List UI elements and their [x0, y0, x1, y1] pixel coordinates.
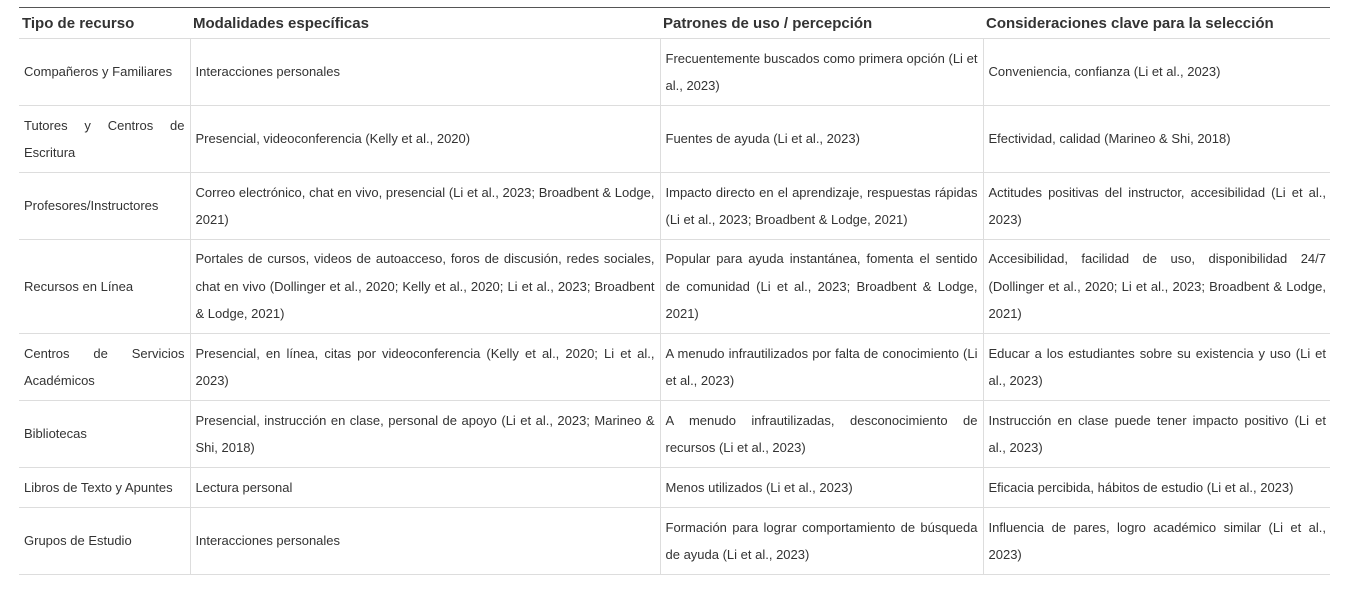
cell-consideraciones: Conveniencia, confianza (Li et al., 2023) [983, 39, 1330, 106]
cell-consideraciones: Influencia de pares, logro académico similar (Li et al., 2023) [983, 508, 1330, 575]
resource-table-container [19, 7, 1330, 575]
cell-consideraciones: Efectividad, calidad (Marineo & Shi, 2018) [983, 106, 1330, 173]
cell-modalidades: Correo electrónico, chat en vivo, presencial (Li et al., 2023; Broadbent & Lodge, 2021) [190, 173, 660, 240]
table-row [19, 106, 1330, 173]
cell-consideraciones: Actitudes positivas del instructor, accesibilidad (Li et al., 2023) [983, 173, 1330, 240]
cell-tipo: Libros de Texto y Apuntes [19, 468, 190, 508]
cell-patrones: Fuentes de ayuda (Li et al., 2023) [660, 106, 983, 173]
cell-modalidades: Portales de cursos, videos de autoacceso, foros de discusión, redes sociales, chat en vivo (Dollinger et al., 2020; Kelly et al., 2020; Li et al., 2023; Broadbent & Lodge, 2021) [190, 240, 660, 334]
cell-modalidades: Presencial, en línea, citas por videoconferencia (Kelly et al., 2020; Li et al., 2023) [190, 334, 660, 401]
cell-tipo: Grupos de Estudio [19, 508, 190, 575]
cell-consideraciones: Eficacia percibida, hábitos de estudio (Li et al., 2023) [983, 468, 1330, 508]
table-header [19, 8, 1330, 39]
cell-modalidades: Presencial, videoconferencia (Kelly et al., 2020) [190, 106, 660, 173]
table-row [19, 401, 1330, 468]
table-row [19, 468, 1330, 508]
cell-patrones: Menos utilizados (Li et al., 2023) [660, 468, 983, 508]
cell-patrones: Frecuentemente buscados como primera opción (Li et al., 2023) [660, 39, 983, 106]
table-body [19, 39, 1330, 575]
cell-patrones: A menudo infrautilizadas, desconocimiento de recursos (Li et al., 2023) [660, 401, 983, 468]
resource-table [19, 7, 1330, 575]
cell-patrones: Formación para lograr comportamiento de búsqueda de ayuda (Li et al., 2023) [660, 508, 983, 575]
cell-patrones: Popular para ayuda instantánea, fomenta el sentido de comunidad (Li et al., 2023; Broadbent & Lodge, 2021) [660, 240, 983, 334]
cell-tipo: Bibliotecas [19, 401, 190, 468]
cell-tipo: Recursos en Línea [19, 240, 190, 334]
cell-tipo: Profesores/Instructores [19, 173, 190, 240]
header-consideraciones: Consideraciones clave para la selección [983, 8, 1330, 39]
cell-consideraciones: Instrucción en clase puede tener impacto positivo (Li et al., 2023) [983, 401, 1330, 468]
cell-tipo: Compañeros y Familiares [19, 39, 190, 106]
table-row [19, 240, 1330, 334]
header-modalidades: Modalidades específicas [190, 8, 660, 39]
header-row [19, 8, 1330, 39]
cell-patrones: Impacto directo en el aprendizaje, respuestas rápidas (Li et al., 2023; Broadbent & Lodge, 2021) [660, 173, 983, 240]
table-row [19, 334, 1330, 401]
cell-modalidades: Interacciones personales [190, 39, 660, 106]
cell-consideraciones: Educar a los estudiantes sobre su existencia y uso (Li et al., 2023) [983, 334, 1330, 401]
table-row [19, 173, 1330, 240]
header-patrones-de-uso: Patrones de uso / percepción [660, 8, 983, 39]
cell-consideraciones: Accesibilidad, facilidad de uso, disponibilidad 24/7 (Dollinger et al., 2020; Li et al., 2023; Broadbent & Lodge, 2021) [983, 240, 1330, 334]
cell-tipo: Centros de Servicios Académicos [19, 334, 190, 401]
cell-patrones: A menudo infrautilizados por falta de conocimiento (Li et al., 2023) [660, 334, 983, 401]
cell-modalidades: Interacciones personales [190, 508, 660, 575]
table-row [19, 39, 1330, 106]
header-tipo-de-recurso: Tipo de recurso [19, 8, 190, 39]
cell-modalidades: Lectura personal [190, 468, 660, 508]
cell-modalidades: Presencial, instrucción en clase, personal de apoyo (Li et al., 2023; Marineo & Shi, 2018) [190, 401, 660, 468]
cell-tipo: Tutores y Centros de Escritura [19, 106, 190, 173]
table-row [19, 508, 1330, 575]
